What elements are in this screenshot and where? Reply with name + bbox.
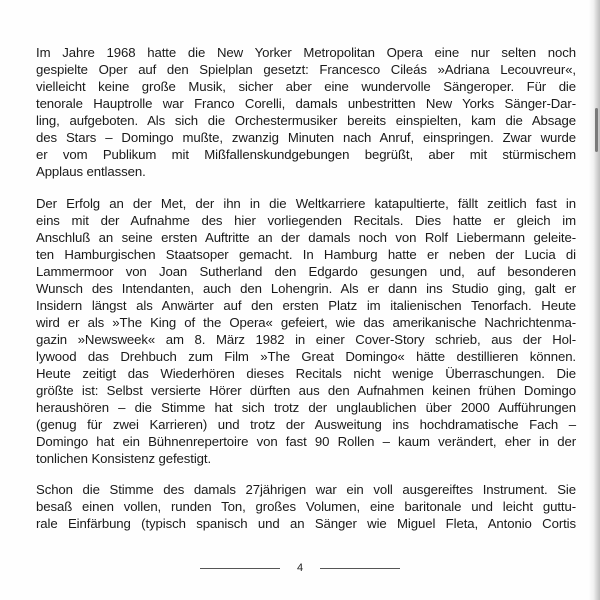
text-line: Im Jahre 1968 hatte die New Yorker Metropolitan Opera eine nur selten noch bbox=[36, 45, 576, 60]
text-line: Anschluß an seine ersten Auftritte an der damals noch von Rolf Liebermann geleite- bbox=[36, 229, 576, 245]
text-line: eins mit der Aufnahme des hier vorliegenden Recitals. Dies hatte er gleich im bbox=[36, 212, 576, 228]
text-line: gespielte Oper auf den Spielplan gesetzt: Francesco Cileás »Adriana Lecouvreur«, bbox=[36, 62, 576, 77]
page-number: 4 bbox=[296, 562, 304, 574]
text-line: vielleicht keine große Musik, sicher aber eine wundervolle Sängeroper. Für die bbox=[36, 79, 576, 94]
text-line: größte ist: Selbst versierte Hörer dürften aus den Aufnahmen keinen frühen Domingo bbox=[36, 382, 576, 398]
text-line: Insidern längst als Anwärter auf den ersten Platz im italienischen Tenorfach. Heute bbox=[36, 297, 576, 313]
scan-edge-shadow bbox=[588, 0, 600, 600]
text-line: tenorale Hauptrolle war Franco Corelli, damals unbestritten New Yorks Sänger-Dar- bbox=[36, 96, 576, 111]
text-line: ling, aufgeboten. Als sich die Orchestermusiker bereits einspielten, kam die Absage bbox=[36, 113, 576, 128]
text-line: Der Erfolg an der Met, der ihn in die Weltkarriere katapultierte, fällt zeitlich fast in bbox=[36, 195, 576, 211]
text-line: Schon die Stimme des damals 27jährigen war ein voll ausgereiftes Instrument. Sie bbox=[36, 482, 576, 497]
text-line: rale Einfärbung (typisch spanisch und an Sänger wie Miguel Fleta, Antonio Cortis bbox=[36, 516, 576, 531]
text-line: Lammermoor von Joan Sutherland den Edgardo gesungen und, auf besonderen bbox=[36, 263, 576, 279]
paragraph bbox=[36, 481, 576, 532]
text-line: des Stars – Domingo mußte, zwanzig Minuten nach Anruf, einspringen. Zwar wurde bbox=[36, 130, 576, 145]
text-line: lywood das Drehbuch zum Film »The Great Domingo« hätte destillieren können. bbox=[36, 348, 576, 364]
footer-rule-left bbox=[200, 568, 280, 569]
text-line: er vom Publikum mit Mißfallenskundgebungen begrüßt, aber mit stürmischem bbox=[36, 147, 576, 162]
paragraph bbox=[36, 44, 576, 180]
text-line: besaß einen vollen, runden Ton, großes Volumen, eine baritonale und leicht guttu- bbox=[36, 499, 576, 514]
text-line: Wunsch des Intendanten, auch den Lohengrin. Als er dann ins Studio ging, galt er bbox=[36, 280, 576, 296]
footer-rule-right bbox=[320, 568, 400, 569]
text-line: wird er als »The King of the Opera« gefeiert, wie das amerikanische Nachrichtenma- bbox=[36, 314, 576, 330]
text-line: (genug für zwei Karrieren) und trotz der Ausweitung ins hochdramatische Fach – bbox=[36, 416, 576, 432]
text-line: heraushören – die Stimme hat sich trotz der unglaublichen über 2000 Aufführungen bbox=[36, 399, 576, 415]
scan-edge-mark bbox=[595, 108, 598, 152]
text-line: Applaus entlassen. bbox=[36, 164, 146, 179]
text-line: ten Hamburgischen Staatsoper gemacht. In Hamburg hatte er neben der Lucia di bbox=[36, 246, 576, 262]
text-line: tonlichen Konsistenz gefestigt. bbox=[36, 450, 212, 466]
paragraph bbox=[36, 195, 576, 467]
text-line: Domingo hat ein Bühnenrepertoire von fast 90 Rollen – kaum verändert, eher in der bbox=[36, 433, 576, 449]
text-line: gazin »Newsweek« am 8. März 1982 in einer Cover-Story schrieb, aus der Hol- bbox=[36, 331, 576, 347]
body-text bbox=[36, 44, 576, 547]
text-line: Heute zeitigt das Wiederhören dieses Recitals nicht wenige Überraschungen. Die bbox=[36, 365, 576, 381]
